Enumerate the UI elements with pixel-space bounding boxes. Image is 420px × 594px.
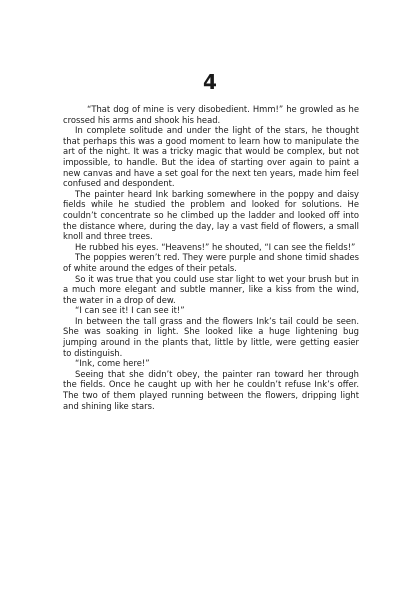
paragraph: The painter heard Ink barking somewhere in the poppy and daisy fields while he studied the problem and looked for solutions. He couldn’t concentrate so he climbed up the ladder and looked off into the distance where, during the day, lay a vast field of flowers, a small knoll and three trees. [63, 188, 359, 242]
paragraph: So it was true that you could use star light to wet your brush but in a much more elegant and subtle manner, like a kiss from the wind, the water in a drop of dew. [63, 273, 359, 305]
paragraph: “I can see it! I can see it!” [75, 305, 185, 316]
paragraph: Seeing that she didn’t obey, the painter ran toward her through the fields. Once he caught up with her he couldn’t refuse Ink’s offer. The two of them played running between the flowers, dripping light and shining like stars. [63, 368, 359, 411]
paragraph: “Ink, come here!” [75, 358, 150, 369]
paragraph: In between the tall grass and the flowers Ink’s tail could be seen. She was soaking in light. She looked like a huge lightening bug jumping around in the plants that, little by little, were getting easier to distinguish. [63, 315, 359, 358]
paragraph: The poppies weren’t red. They were purple and shone timid shades of white around the edges of their petals. [63, 252, 359, 273]
chapter-number: 4 [203, 70, 217, 94]
paragraph: In complete solitude and under the light of the stars, he thought that perhaps this was a good moment to learn how to manipulate the art of the night. It was a tricky magic that would be complex, but not impossible, to handle. But the idea of starting over again to paint a new canvas and have a set goal for the next ten years, made him feel confused and despondent. [63, 125, 359, 189]
paragraph: He rubbed his eyes. “Heavens!” he shouted, “I can see the fields!” [75, 241, 356, 252]
paragraph: “That dog of mine is very disobedient. Hmm!” he growled as he crossed his arms and shook his head. [63, 104, 359, 125]
chapter-body-text [63, 104, 359, 411]
